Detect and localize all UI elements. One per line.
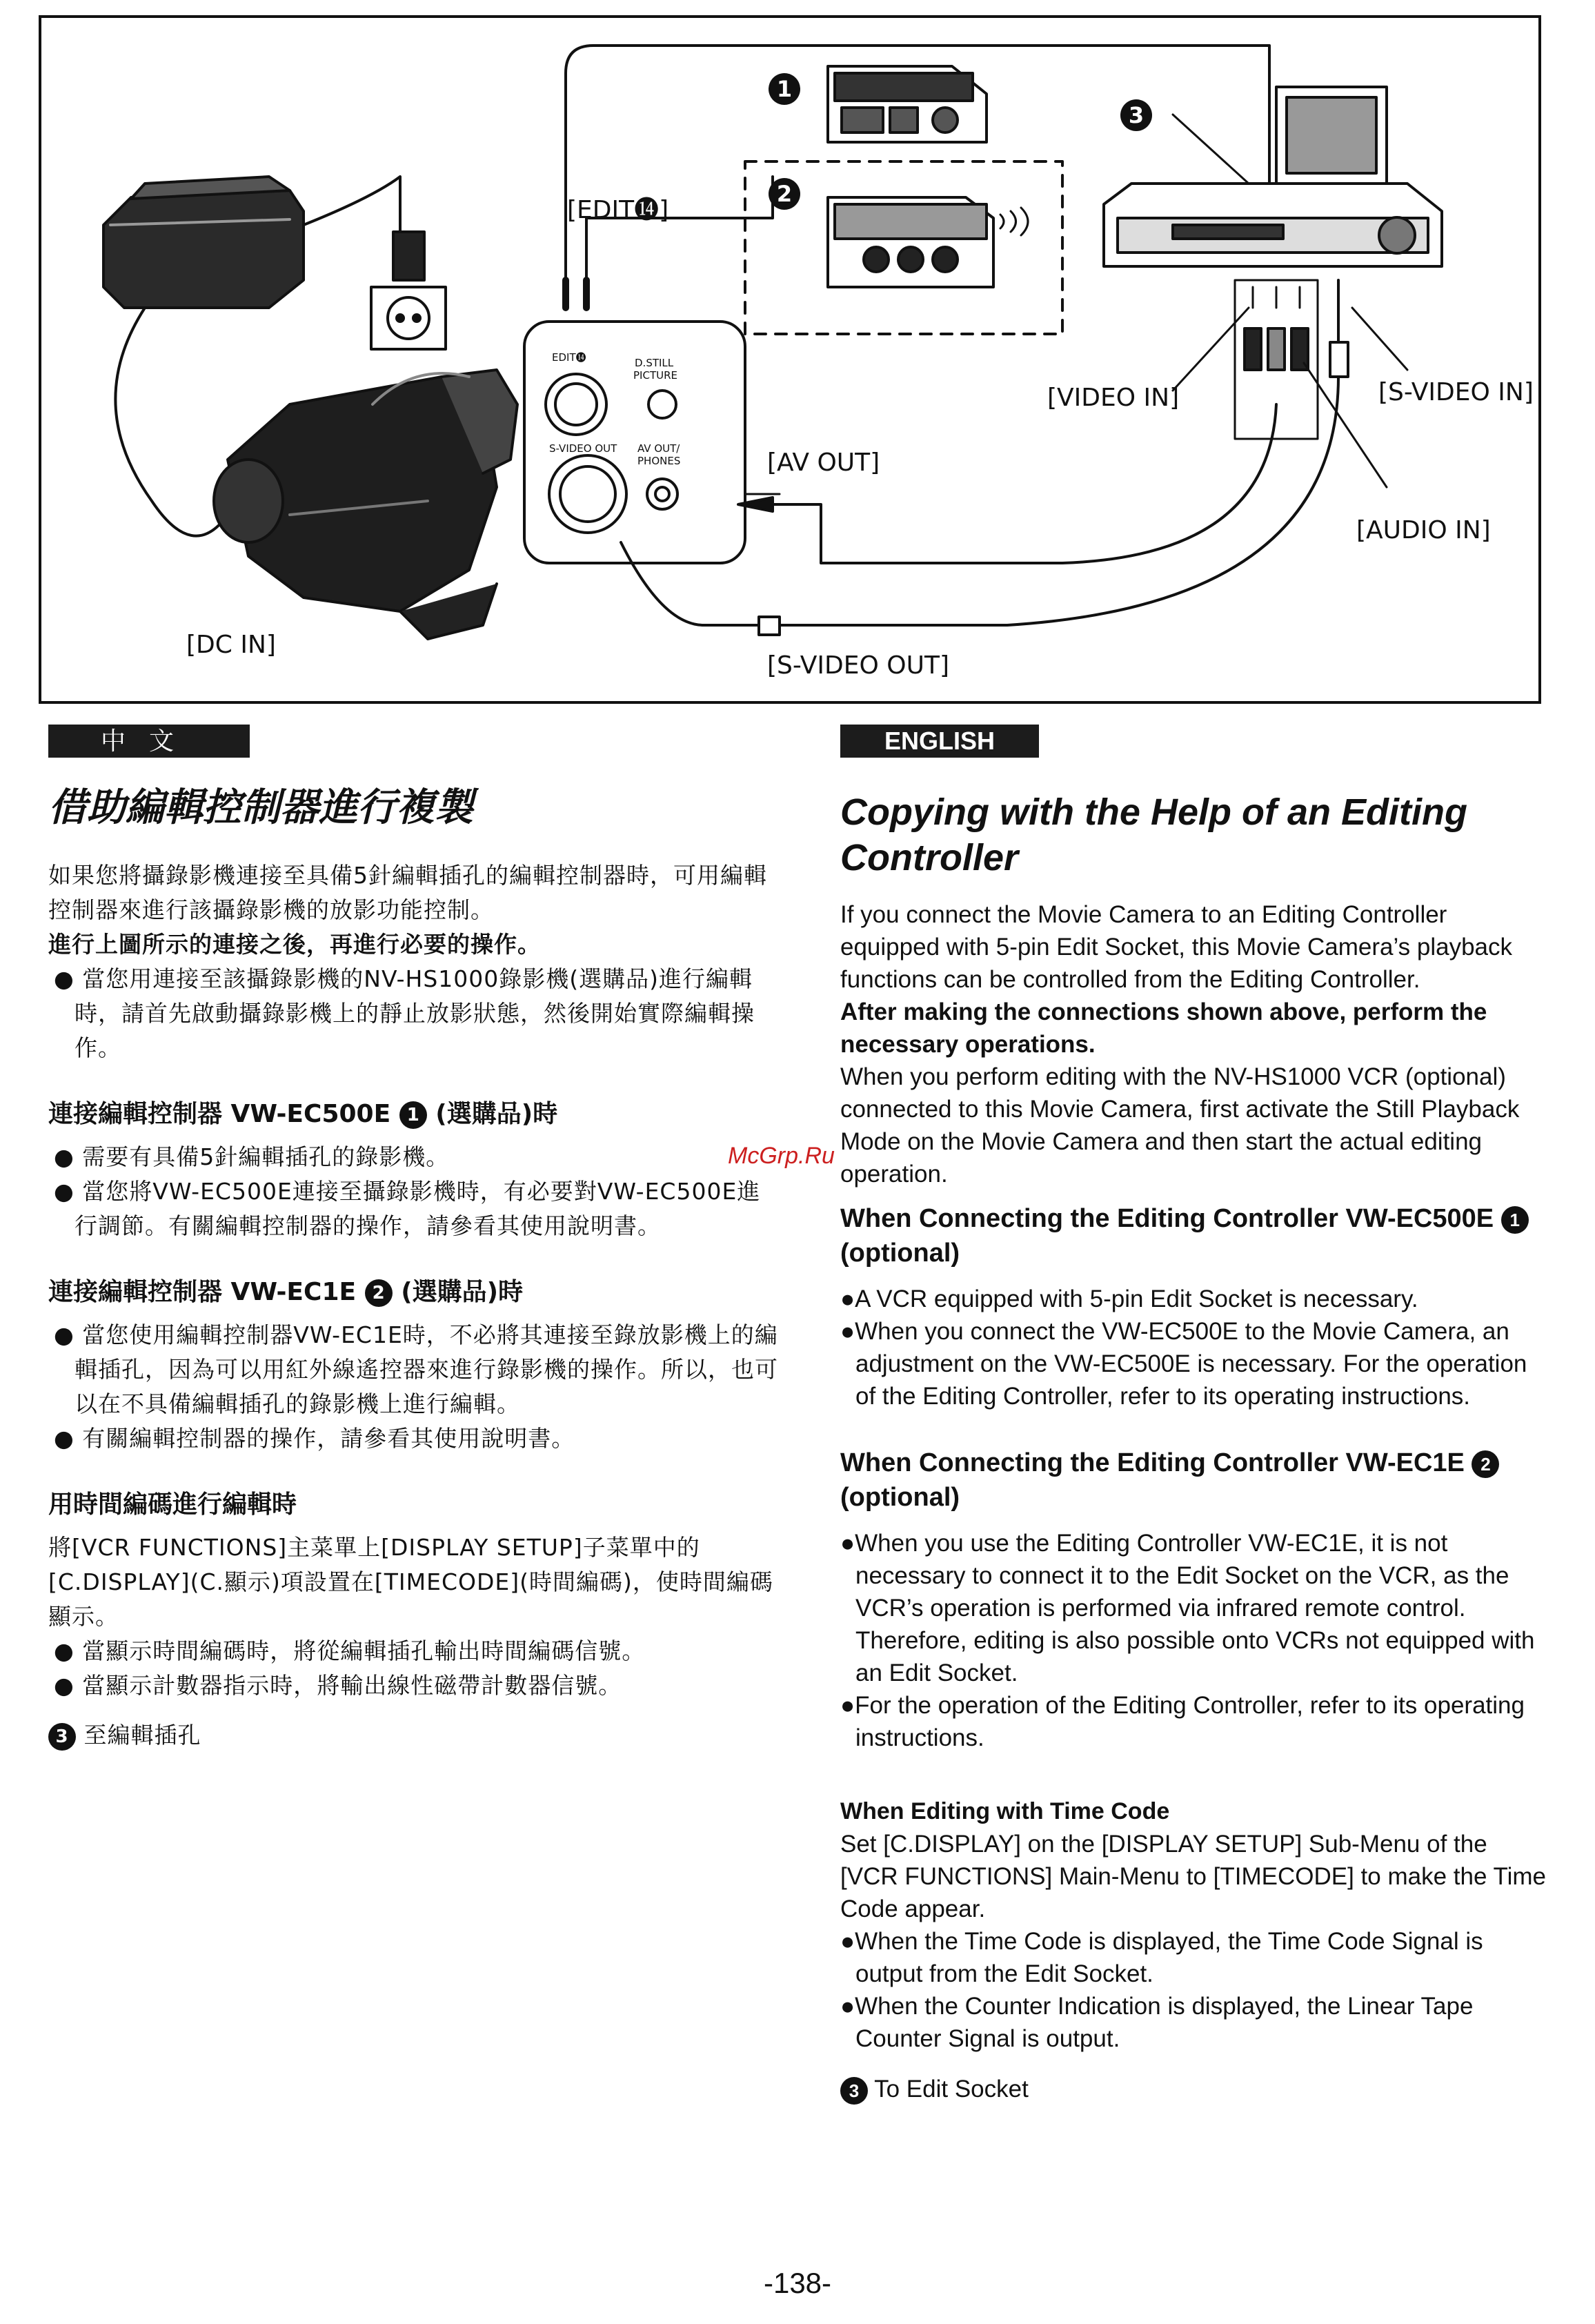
chinese-intro-bullet: ● 當您用連接至該攝錄影機的NV-HS1000錄影機(選購品)進行編輯時，請首先啟動攝錄影機上的靜止放影狀態，然後開始實際編輯操作。 — [54, 965, 755, 1061]
lang-tab-chinese: 中文 — [48, 725, 250, 758]
list-item: ●A VCR equipped with 5-pin Edit Socket is necessary. — [840, 1286, 1418, 1312]
chinese-section3-text: 將[VCR FUNCTIONS]主菜單上[DISPLAY SETUP]子菜單中的[C.DISPLAY](C.顯示)項設置在[TIMECODE](時間編碼)，使時間編碼顯示。 — [48, 1534, 773, 1630]
chinese-section3-heading: 用時間編碼進行編輯時 — [48, 1490, 297, 1519]
list-item: ● 當您使用編輯控制器VW-EC1E時，不必將其連接至錄放影機上的編輯插孔，因為可以用紅外線遙控器來進行錄影機的操作。所以，也可以在不具備編輯插孔的錄影機上進行編輯。 — [54, 1321, 778, 1417]
list-item: ●When you use the Editing Controller VW-EC1E, it is not necessary to connect it to the Edit Socket on the VCR, as the VCR’s operation is performed via infrared remote control. Therefore, editing is also possible onto VCRs not equipped with an Edit Socket. — [840, 1530, 1535, 1686]
socket-label-edit: EDIT⓮ — [552, 351, 586, 364]
socket-label-av-out: AV OUT/ — [637, 442, 680, 455]
badge-2-icon: 2 — [1472, 1450, 1499, 1478]
label-av-out: [AV OUT] — [767, 449, 880, 477]
editing-controller-2-illustration — [828, 197, 1028, 287]
list-item: ●When you connect the VW-EC500E to the Movie Camera, an adjustment on the VW-EC500E is necessary. For the operation of the Editing Controller, refer to its operating instructions. — [840, 1318, 1527, 1410]
badge-2: 2 — [769, 178, 800, 210]
dc-cable — [115, 308, 228, 536]
badge-3-icon: 3 — [840, 2077, 868, 2105]
chinese-column — [48, 725, 780, 1753]
badge-1-icon: 1 — [399, 1101, 427, 1129]
english-title: Copying with the Help of an Editing Controller — [840, 791, 1467, 878]
english-section1-heading: When Connecting the Editing Controller VW-EC500E 1 (optional) — [840, 1201, 1551, 1270]
chinese-intro: 如果您將攝錄影機連接至具備5針編輯插孔的編輯控制器時，可用編輯控制器來進行該攝錄影機的放影功能控制。 — [48, 862, 767, 923]
list-item: ●When the Counter Indication is displayed, the Linear Tape Counter Signal is output. — [840, 1993, 1474, 2052]
camcorder-illustration — [214, 370, 517, 639]
editing-controller-1-illustration — [828, 66, 987, 142]
socket-label-d-still: D.STILL — [635, 357, 674, 369]
list-item: ● 當您將VW-EC500E連接至攝錄影機時，有必要對VW-EC500E進行調節。有關編輯控制器的操作，請參看其使用說明書。 — [54, 1178, 761, 1239]
english-intro-bold: After making the connections shown above, perform the necessary operations. — [840, 998, 1487, 1058]
chinese-footnote: 3 至編輯插孔 — [48, 1718, 780, 1753]
television-illustration — [1276, 87, 1387, 184]
list-item: ●For the operation of the Editing Controller, refer to its operating instructions. — [840, 1692, 1525, 1751]
label-dc-in: [DC IN] — [186, 631, 276, 659]
list-item: ●When the Time Code is displayed, the Time Code Signal is output from the Edit Socket. — [840, 1928, 1483, 1987]
english-section3-text: Set [C.DISPLAY] on the [DISPLAY SETUP] Sub-Menu of the [VCR FUNCTIONS] Main-Menu to [TIMECODE] to make the Time Code appear. — [840, 1831, 1546, 1922]
list-item: ● 需要有具備5針編輯插孔的錄影機。 — [54, 1143, 450, 1170]
english-intro-2: When you perform editing with the NV-HS1000 VCR (optional) connected to this Movie Camera, first activate the Still Playback Mode on the Movie Camera and then start the actual editing operation. — [840, 1063, 1520, 1188]
diagram-drawing — [41, 18, 1538, 701]
chinese-intro-bold: 進行上圖所示的連接之後，再進行必要的操作。 — [48, 931, 541, 958]
av-cable-illustration — [738, 280, 1318, 563]
label-edit-connector: [EDIT⓮] — [567, 196, 669, 224]
english-footnote: 3 To Edit Socket — [840, 2073, 1551, 2105]
mains-plug-illustration — [304, 177, 446, 349]
badge-2-icon: 2 — [365, 1279, 393, 1307]
chinese-section2-heading: 連接編輯控制器 VW-EC1E 2 (選購品)時 — [48, 1278, 524, 1306]
list-item: ● 有關編輯控制器的操作，請參看其使用說明書。 — [54, 1425, 575, 1452]
socket-label-picture: PICTURE — [633, 369, 677, 382]
socket-label-phones: PHONES — [637, 455, 681, 467]
list-item: ● 當顯示計數器指示時，將輸出線性磁帶計數器信號。 — [54, 1672, 622, 1699]
lang-tab-english: ENGLISH — [840, 725, 1039, 758]
chinese-section1-heading: 連接編輯控制器 VW-EC500E 1 (選購品)時 — [48, 1100, 558, 1128]
page-number: -138- — [763, 2267, 832, 2299]
label-s-video-in: [S-VIDEO IN] — [1378, 378, 1534, 406]
socket-label-s-video-out: S-VIDEO OUT — [549, 442, 617, 455]
battery-charger-illustration — [103, 177, 304, 308]
chinese-title: 借助編輯控制器進行複製 — [48, 785, 473, 830]
english-section3-heading: When Editing with Time Code — [840, 1798, 1170, 1824]
list-item: ● 當顯示時間編碼時，將從編輯插孔輸出時間編碼信號。 — [54, 1637, 646, 1664]
badge-3-icon: 3 — [48, 1723, 76, 1751]
watermark: McGrp.Ru — [728, 1143, 835, 1169]
badge-3: 3 — [1120, 99, 1152, 131]
english-section2-heading: When Connecting the Editing Controller VW-EC1E 2 (optional) — [840, 1446, 1551, 1515]
badge-1-icon: 1 — [1501, 1206, 1529, 1234]
badge-1: 1 — [769, 73, 800, 105]
english-intro: If you connect the Movie Camera to an Editing Controller equipped with 5-pin Edit Socket, this Movie Camera’s playback functions can be controlled from the Editing Controller. — [840, 901, 1513, 993]
label-s-video-out: [S-VIDEO OUT] — [767, 651, 949, 680]
vcr-illustration — [1104, 184, 1442, 266]
label-video-in: [VIDEO IN] — [1047, 384, 1180, 412]
english-column — [840, 725, 1551, 2105]
label-audio-in: [AUDIO IN] — [1356, 516, 1491, 544]
connection-diagram — [39, 15, 1541, 704]
